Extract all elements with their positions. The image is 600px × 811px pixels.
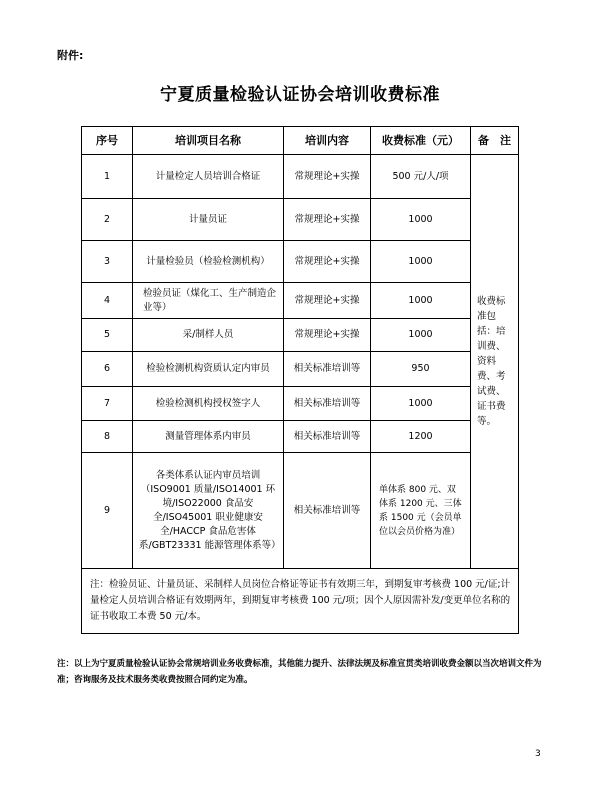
row-content: 常规理论+实操 [284, 241, 371, 283]
fee-table [81, 126, 519, 634]
row-content: 相关标准培训等 [284, 453, 371, 569]
page-title: 宁夏质量检验认证协会培训收费标准 [160, 85, 440, 105]
row-name: 计量员证 [133, 199, 284, 241]
header-no: 序号 [82, 127, 133, 155]
row-no: 6 [82, 352, 133, 387]
row-name: 测量管理体系内审员 [133, 421, 284, 453]
table-note: 注：检验员证、计量员证、采制样人员岗位合格证等证书有效期三年，到期复审考核费 100 元/证;计量检定人员培训合格证有效期两年，到期复审考核费 100 元/项；因个人原因需补发/变更单位名称的证书收取工本费 50 元/本。 [82, 569, 519, 634]
table-row [82, 421, 519, 453]
row-content: 常规理论+实操 [284, 199, 371, 241]
table-row [82, 199, 519, 241]
table-row [82, 387, 519, 421]
row-content: 常规理论+实操 [284, 155, 371, 199]
row-content: 常规理论+实操 [284, 283, 371, 319]
row-fee: 1000 [371, 283, 471, 319]
header-name: 培训项目名称 [133, 127, 284, 155]
row-fee: 1200 [371, 421, 471, 453]
row-fee: 500 元/人/项 [371, 155, 471, 199]
row-name: 计量检定人员培训合格证 [133, 155, 284, 199]
table-row [82, 352, 519, 387]
row-fee: 1000 [371, 241, 471, 283]
row-content: 相关标准培训等 [284, 387, 371, 421]
page-number: 3 [535, 749, 541, 759]
row-no: 4 [82, 283, 133, 319]
row-content: 相关标准培训等 [284, 421, 371, 453]
row-name: 各类体系认证内审员培训（ISO9001 质量/ISO14001 环境/ISO22000 食品安全/ISO45001 职业健康安全/HACCP 食品危害体系/GBT23331 能源管理体系等） [133, 453, 284, 569]
header-fee: 收费标准（元） [371, 127, 471, 155]
row-content: 相关标准培训等 [284, 352, 371, 387]
table-row [82, 453, 519, 569]
header-remark: 备 注 [471, 127, 519, 155]
row-content: 常规理论+实操 [284, 319, 371, 352]
row-no: 3 [82, 241, 133, 283]
table-note-row [82, 569, 519, 634]
row-fee: 1000 [371, 199, 471, 241]
row-fee: 950 [371, 352, 471, 387]
row-no: 8 [82, 421, 133, 453]
row-no: 9 [82, 453, 133, 569]
header-content: 培训内容 [284, 127, 371, 155]
row-fee: 1000 [371, 319, 471, 352]
row-name: 检验检测机构资质认定内审员 [133, 352, 284, 387]
remark-cell: 收费标准包括：培训费、资料费、考试费、证书费等。 [471, 155, 519, 569]
table-row [82, 319, 519, 352]
row-no: 2 [82, 199, 133, 241]
row-no: 1 [82, 155, 133, 199]
table-row [82, 155, 519, 199]
row-no: 5 [82, 319, 133, 352]
row-fee: 单体系 800 元、双体系 1200 元、三体系 1500 元（会员单位以会员价格为准） [371, 453, 471, 569]
table-row [82, 283, 519, 319]
row-fee: 1000 [371, 387, 471, 421]
row-name: 计量检验员（检验检测机构） [133, 241, 284, 283]
attachment-label: 附件: [57, 49, 84, 62]
table-header-row [82, 127, 519, 155]
row-name: 检验检测机构授权签字人 [133, 387, 284, 421]
row-name: 检验员证（煤化工、生产制造企业等） [133, 283, 284, 319]
row-name: 采/制样人员 [133, 319, 284, 352]
row-no: 7 [82, 387, 133, 421]
footnote: 注：以上为宁夏质量检验认证协会常规培训业务收费标准，其他能力提升、法律法规及标准宣贯类培训收费金额以当次培训文件为准；咨询服务及技术服务类收费按照合同约定为准。 [57, 659, 542, 685]
table-row [82, 241, 519, 283]
